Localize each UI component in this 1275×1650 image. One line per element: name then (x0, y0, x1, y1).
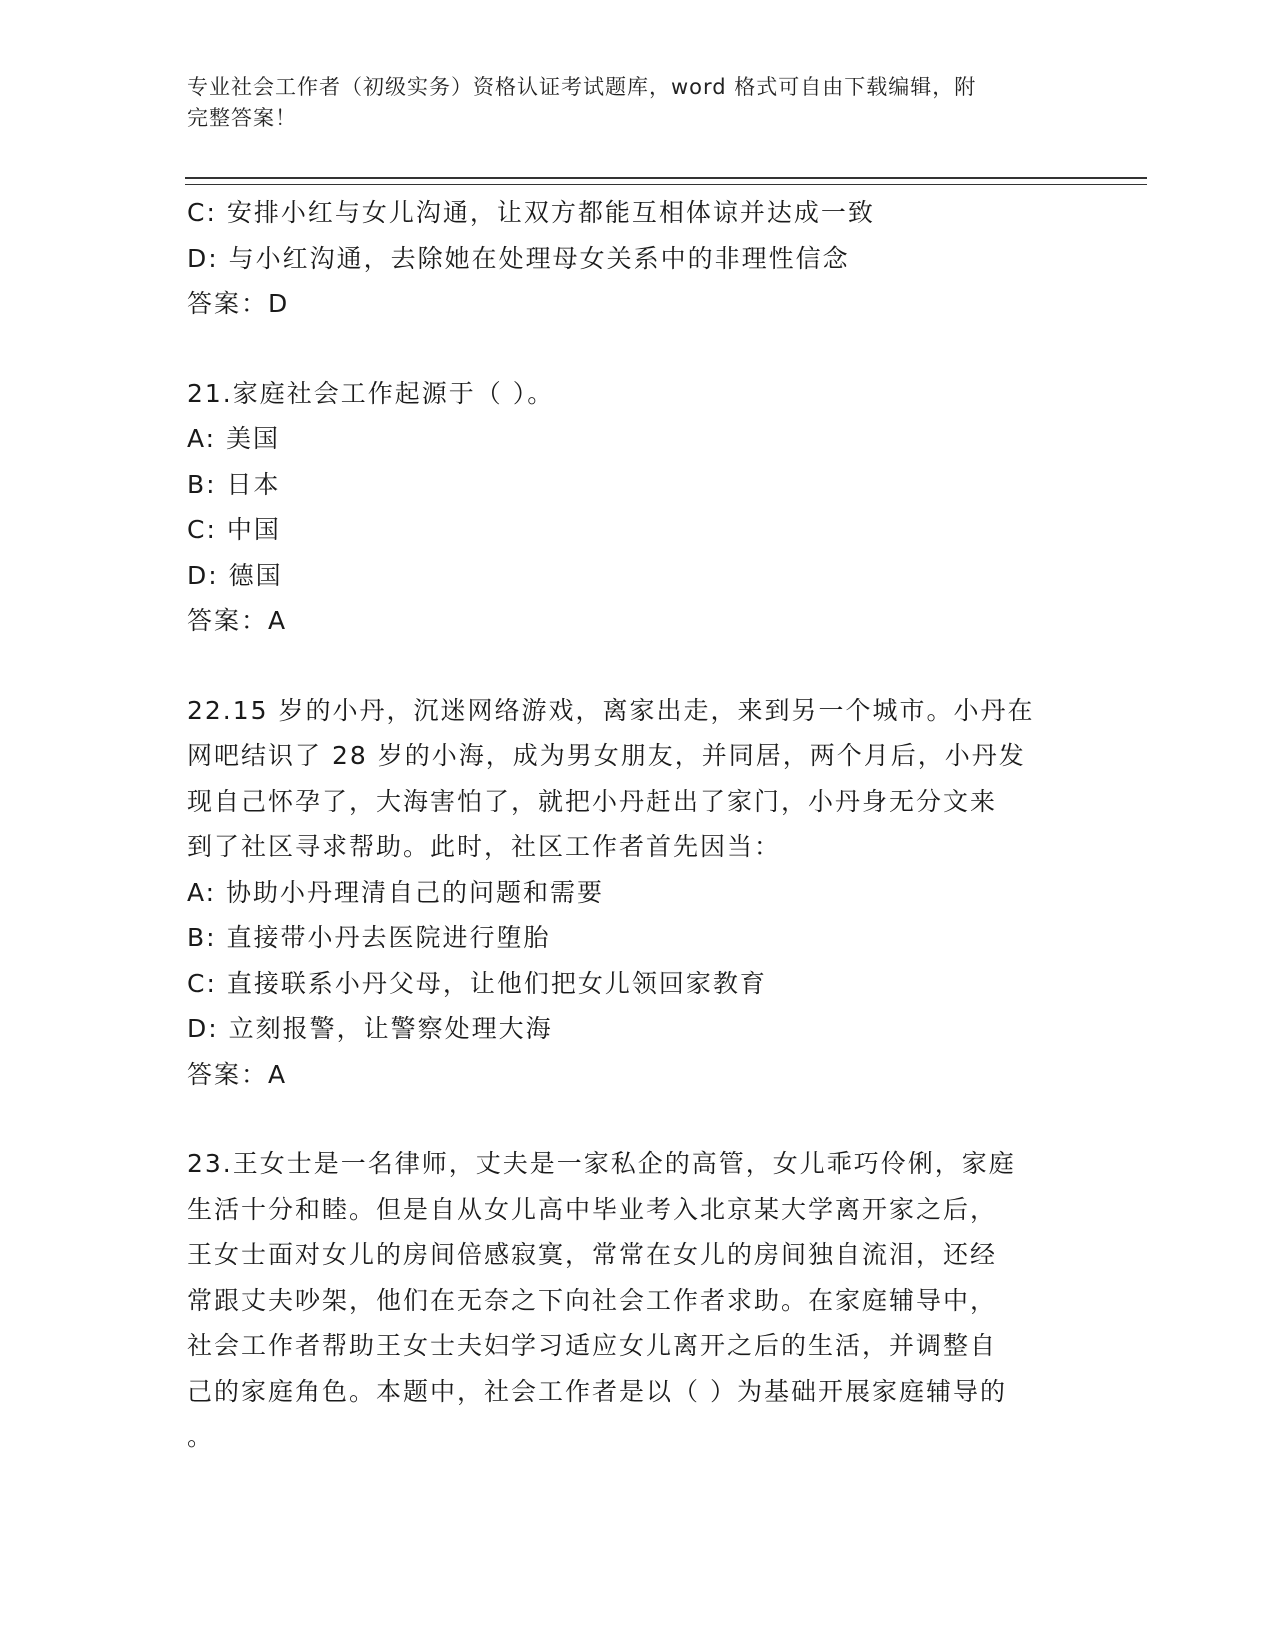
option-a: A: 美国 (187, 424, 281, 453)
spacer (187, 644, 1087, 688)
option-c: C: 安排小红与女儿沟通，让双方都能互相体谅并达成一致 (187, 198, 875, 227)
question-stem-line: 23.王女士是一名律师，丈夫是一家私企的高管，女儿乖巧伶俐，家庭 (187, 1149, 1016, 1178)
option-c: C: 直接联系小丹父母，让他们把女儿领回家教育 (187, 968, 767, 998)
option-c: C: 中国 (187, 515, 281, 544)
spacer (187, 1097, 1087, 1141)
answer-line: 答案：A (187, 606, 288, 635)
option-d: D: 德国 (187, 560, 283, 590)
question-stem-line: 现自己怀孕了，大海害怕了，就把小丹赶出了家门，小丹身无分文来 (187, 786, 998, 816)
header-divider (185, 177, 1147, 185)
question-stem-line: 己的家庭角色。本题中，社会工作者是以（ ）为基础开展家庭辅导的 (187, 1376, 1007, 1406)
question-22 (187, 688, 1087, 1098)
header-line-1: 专业社会工作者（初级实务）资格认证考试题库，word 格式可自由下载编辑，附 (187, 75, 977, 99)
prev-question-tail (187, 190, 1087, 327)
option-d: D: 与小红沟通，去除她在处理母女关系中的非理性信念 (187, 243, 850, 273)
option-a: A: 协助小丹理清自己的问题和需要 (187, 877, 605, 907)
question-23 (187, 1141, 1087, 1460)
answer-line: 答案：D (187, 289, 290, 318)
question-stem-line: 到了社区寻求帮助。此时，社区工作者首先因当： (187, 832, 782, 861)
question-stem-line: 网吧结识了 28 岁的小海，成为男女朋友，并同居，两个月后，小丹发 (187, 741, 1026, 770)
question-stem-line: 常跟丈夫吵架，他们在无奈之下向社会工作者求助。在家庭辅导中， (187, 1285, 998, 1315)
question-stem-line: 22.15 岁的小丹，沉迷网络游戏，离家出走，来到另一个城市。小丹在 (187, 695, 1035, 725)
answer-line: 答案：A (187, 1059, 288, 1089)
option-d: D: 立刻报警，让警察处理大海 (187, 1014, 553, 1043)
option-b: B: 直接带小丹去医院进行堕胎 (187, 923, 551, 952)
header-line-2: 完整答案！ (187, 106, 297, 130)
document-body (187, 190, 1087, 1460)
option-b: B: 日本 (187, 469, 281, 499)
question-stem-line: 生活十分和睦。但是自从女儿高中毕业考入北京某大学离开家之后， (187, 1194, 998, 1224)
question-stem-line: 社会工作者帮助王女士夫妇学习适应女儿离开之后的生活，并调整自 (187, 1331, 998, 1360)
question-21 (187, 371, 1087, 644)
question-stem-line: 王女士面对女儿的房间倍感寂寞，常常在女儿的房间独自流泪，还经 (187, 1240, 998, 1269)
question-stem: 21.家庭社会工作起源于（ ）。 (187, 378, 555, 408)
question-stem-line: 。 (187, 1422, 215, 1451)
page-header (187, 72, 1067, 134)
spacer (187, 327, 1087, 371)
